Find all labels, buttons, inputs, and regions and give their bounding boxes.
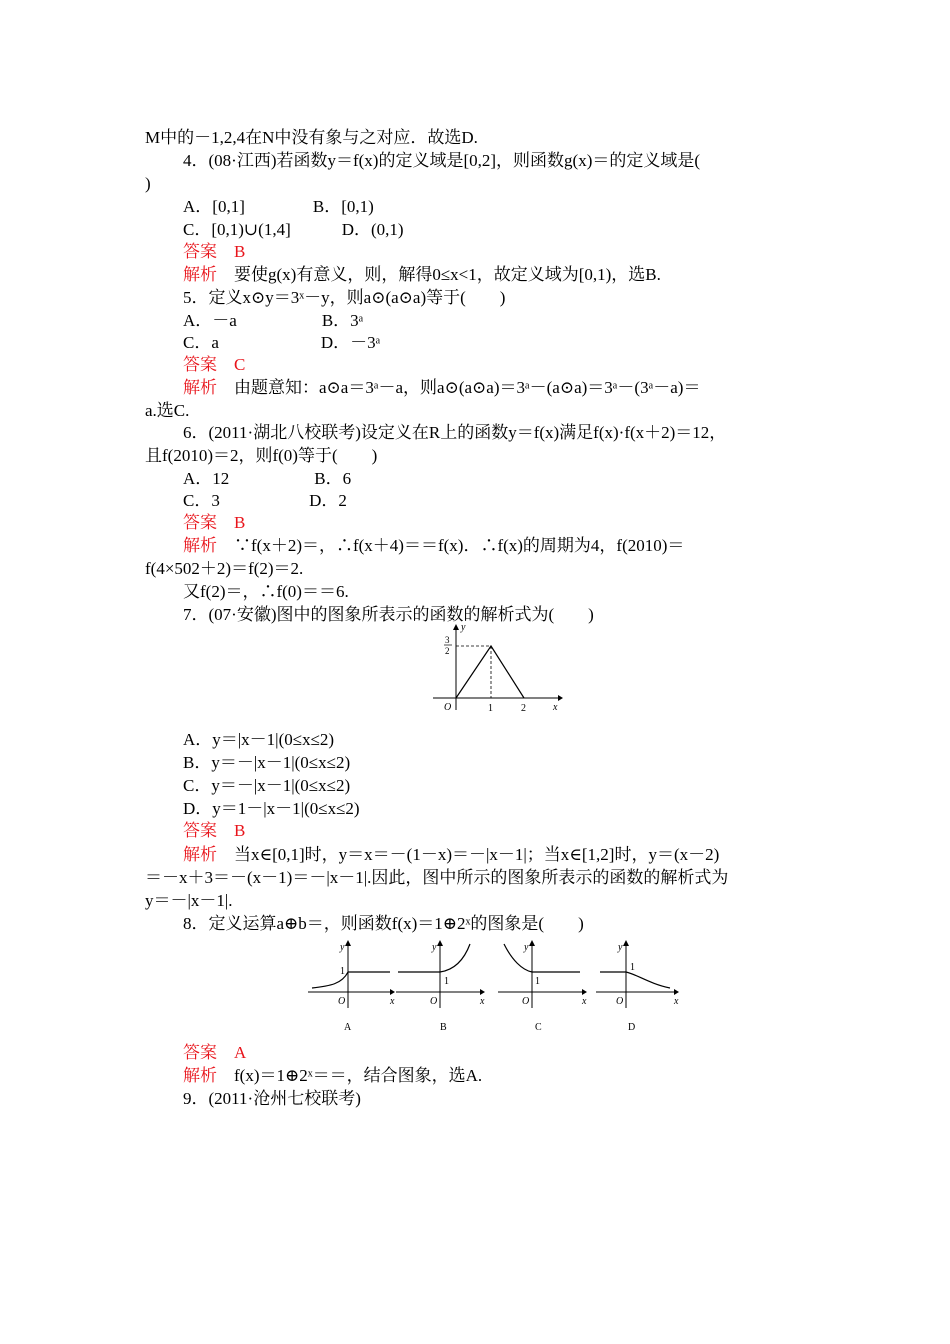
y-axis-arrow (453, 624, 459, 630)
y-axis-arrow (623, 940, 629, 946)
options-cd: C．a D．－3ᵃ (183, 333, 381, 352)
curve-d (600, 972, 670, 988)
frac-denominator: 2 (445, 646, 450, 656)
solution-label: 解析 (183, 845, 217, 864)
question-8: 8．定义运算a⊕b＝，则函数f(x)＝1⊕2ˣ的图象是( ) (183, 914, 584, 933)
frac-numerator: 3 (445, 635, 450, 645)
tick-1: 1 (340, 966, 345, 977)
solution-line: 解析 当x∈[0,1]时，y＝x＝－(1－x)＝－|x－1|；当x∈[1,2]时，y＝(x－2) (183, 845, 720, 864)
solution-line: 解析 要使g(x)有意义，则，解得0≤x<1，故定义域为[0,1)，选B. (183, 265, 661, 284)
x-axis-arrow (558, 695, 563, 701)
x-label: x (390, 996, 395, 1007)
graph-c (498, 940, 587, 1033)
tick-1: 1 (630, 962, 635, 973)
solution-label: 解析 (183, 265, 217, 284)
figure-7-graph (425, 622, 565, 714)
caption-b: B (440, 1022, 447, 1033)
option-a: A．y＝|x－1|(0≤x≤2) (183, 730, 335, 749)
solution-line: y＝－|x－1|. (145, 891, 233, 910)
answer-line: 答案 B (183, 242, 246, 261)
figure-8-options (304, 936, 684, 1036)
y-label: y (461, 622, 466, 633)
curve-a (312, 972, 390, 988)
solution-line: ＝－x＋3＝－(x－1)＝－|x－1|.因此，图中所示的图象所表示的函数的解析式为 (145, 868, 729, 887)
y-label: y (618, 942, 623, 953)
y-label: y (524, 942, 529, 953)
options-cd: C．3 D．2 (183, 491, 347, 510)
text-line: M中的－1,2,4在N中没有象与之对应．故选D. (145, 128, 478, 147)
answer-line: 答案 A (183, 1043, 247, 1062)
answer-line: 答案 B (183, 821, 246, 840)
tick-1: 1 (488, 703, 493, 714)
graph-b (396, 940, 485, 1033)
y-axis-arrow (345, 940, 351, 946)
text-line: 且f(2010)＝2，则f(0)等于( ) (145, 446, 378, 465)
question-6: 6．(2011·湖北八校联考)设定义在R上的函数y＝f(x)满足f(x)·f(x＋2)＝12， (183, 423, 727, 442)
graph-d (596, 940, 679, 1033)
origin-label: O (430, 996, 438, 1007)
x-label: x (553, 702, 558, 713)
x-label: x (480, 996, 485, 1007)
x-axis-arrow (390, 989, 395, 995)
question-9: 9．(2011·沧州七校联考) (183, 1089, 361, 1108)
y-axis-arrow (437, 940, 443, 946)
options-ab: A．－a B．3ᵃ (183, 311, 364, 330)
y-label: y (432, 942, 437, 953)
solution-label: 解析 (183, 1066, 217, 1085)
question-7: 7．(07·安徽)图中的图象所表示的函数的解析式为( ) (183, 605, 594, 624)
solution-label: 解析 (183, 536, 217, 555)
solution-line: 解析 ∵f(x＋2)＝，∴f(x＋4)＝＝f(x)．∴f(x)的周期为4，f(2010)＝ (183, 536, 685, 555)
triangle-graph (456, 646, 524, 698)
answer-line: 答案 C (183, 355, 246, 374)
option-b: B．y＝－|x－1|(0≤x≤2) (183, 753, 351, 772)
options-ab: A．12 B．6 (183, 469, 352, 488)
solution-line: 解析 f(x)＝1⊕2ˣ＝＝，结合图象，选A. (183, 1066, 483, 1085)
solution-line: a.选C. (145, 401, 190, 420)
x-axis-arrow (582, 989, 587, 995)
tick-1: 1 (444, 976, 449, 987)
x-label: x (674, 996, 679, 1007)
options-cd: C．[0,1)∪(1,4] D．(0,1) (183, 220, 404, 239)
tick-2: 2 (521, 703, 526, 714)
x-axis-arrow (480, 989, 485, 995)
graph-a (308, 940, 395, 1033)
caption-d: D (628, 1022, 636, 1033)
question-4: 4．(08·江西)若函数y＝f(x)的定义域是[0,2]，则函数g(x)＝的定义域是( (183, 151, 701, 170)
answer-line: 答案 B (183, 513, 246, 532)
x-label: x (582, 996, 587, 1007)
origin-label: O (444, 702, 452, 713)
origin-label: O (522, 996, 530, 1007)
x-axis-arrow (674, 989, 679, 995)
caption-c: C (535, 1022, 542, 1033)
y-label: y (340, 942, 345, 953)
curve-c (504, 944, 580, 972)
solution-line: 解析 由题意知：a⊙a＝3ᵃ－a，则a⊙(a⊙a)＝3ᵃ－(a⊙a)＝3ᵃ－(3ᵃ－a)＝ (183, 378, 701, 397)
text-line: ) (145, 174, 151, 193)
tick-1: 1 (535, 976, 540, 987)
solution-label: 解析 (183, 378, 217, 397)
caption-a: A (344, 1022, 352, 1033)
origin-label: O (338, 996, 346, 1007)
question-5: 5．定义x⊙y＝3ˣ－y，则a⊙(a⊙a)等于( ) (183, 288, 506, 307)
solution-line: f(4×502＋2)＝f(2)＝2. (145, 559, 304, 578)
solution-line: 又f(2)＝，∴f(0)＝＝6. (183, 582, 349, 601)
origin-label: O (616, 996, 624, 1007)
option-d: D．y＝1－|x－1|(0≤x≤2) (183, 799, 360, 818)
y-axis-arrow (529, 940, 535, 946)
options-ab: A．[0,1] B．[0,1) (183, 197, 374, 216)
option-c: C．y＝－|x－1|(0≤x≤2) (183, 776, 351, 795)
